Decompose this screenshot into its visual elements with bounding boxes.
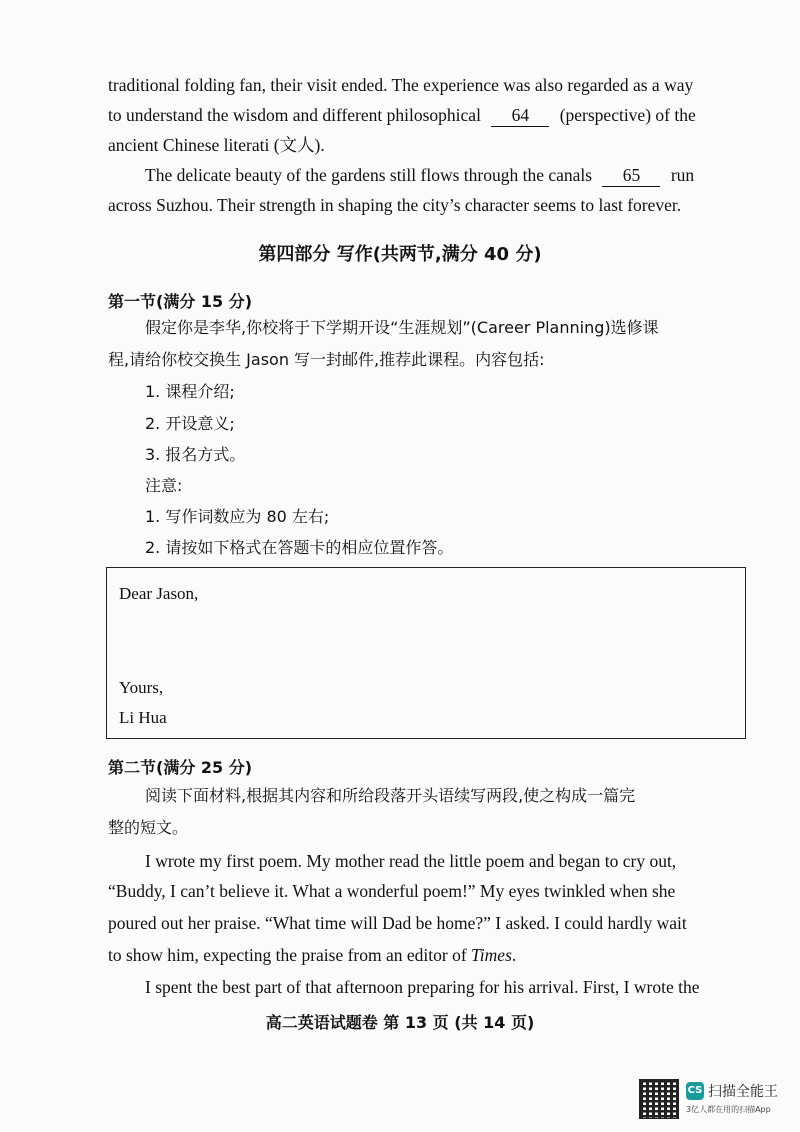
note-item: 1. 写作词数应为 80 左右;: [145, 507, 330, 526]
passage-line: across Suzhou. Their strength in shaping the city’s character seems to last forever.: [108, 195, 682, 215]
blank-64: 64: [491, 104, 549, 127]
qr-code-icon: [640, 1080, 678, 1118]
letter-closing: Yours,: [119, 678, 164, 697]
scanner-watermark: [640, 1080, 790, 1122]
blank-65: 65: [602, 164, 660, 187]
note-label: 注意:: [145, 476, 183, 495]
content-item: 2. 开设意义;: [145, 414, 235, 433]
section2-prompt: 整的短文。: [108, 818, 189, 837]
story-line: “Buddy, I can’t believe it. What a wonderful poem!” My eyes twinkled when she: [108, 881, 676, 901]
story-text: to show him, expecting the praise from an editor of: [108, 945, 467, 965]
section1-title: 第一节(满分 15 分): [108, 292, 253, 311]
letter-signature: Li Hua: [119, 708, 167, 727]
story-line: I wrote my first poem. My mother read the little poem and began to cry out,: [145, 851, 677, 871]
passage-line: [108, 100, 748, 130]
watermark-tagline: 3亿人都在用的扫描App: [686, 1105, 771, 1114]
story-line: poured out her praise. “What time will Dad be home?” I asked. I could hardly wait: [108, 913, 687, 933]
story-line: I spent the best part of that afternoon preparing for his arrival. First, I wrote the: [145, 977, 700, 997]
letter-greeting: Dear Jason,: [119, 584, 199, 603]
camscanner-logo-icon: CS: [686, 1082, 704, 1100]
note-item: 2. 请按如下格式在答题卡的相应位置作答。: [145, 538, 454, 557]
passage-line: ancient Chinese literati (文人).: [108, 135, 325, 155]
story-text: .: [511, 945, 517, 965]
section2-title: 第二节(满分 25 分): [108, 758, 253, 777]
passage-text: to understand the wisdom and different philosophical: [108, 105, 481, 125]
watermark-name: 扫描全能王: [708, 1084, 778, 1100]
section2-prompt: 阅读下面材料,根据其内容和所给段落开头语续写两段,使之构成一篇完: [145, 786, 636, 805]
content-item: 1. 课程介绍;: [145, 382, 235, 401]
passage-line: [145, 160, 748, 190]
letter-format-box: [106, 567, 746, 739]
passage-text: run: [670, 165, 695, 185]
passage-text: (perspective) of the: [559, 105, 696, 125]
part4-title: 第四部分 写作(共两节,满分 40 分): [258, 244, 542, 265]
section1-prompt: 程,请给你校交换生 Jason 写一封邮件,推荐此课程。内容包括:: [108, 350, 545, 369]
passage-text: The delicate beauty of the gardens still flows through the canals: [145, 165, 593, 185]
section1-prompt: 假定你是李华,你校将于下学期开设“生涯规划”(Career Planning)选修课: [145, 318, 659, 337]
story-italic-title: Times: [471, 945, 512, 965]
passage-line: traditional folding fan, their visit ended. The experience was also regarded as a way: [108, 75, 694, 95]
content-item: 3. 报名方式。: [145, 445, 246, 464]
page-footer: 高二英语试题卷 第 13 页 (共 14 页): [265, 1013, 535, 1032]
story-line: [108, 940, 748, 970]
